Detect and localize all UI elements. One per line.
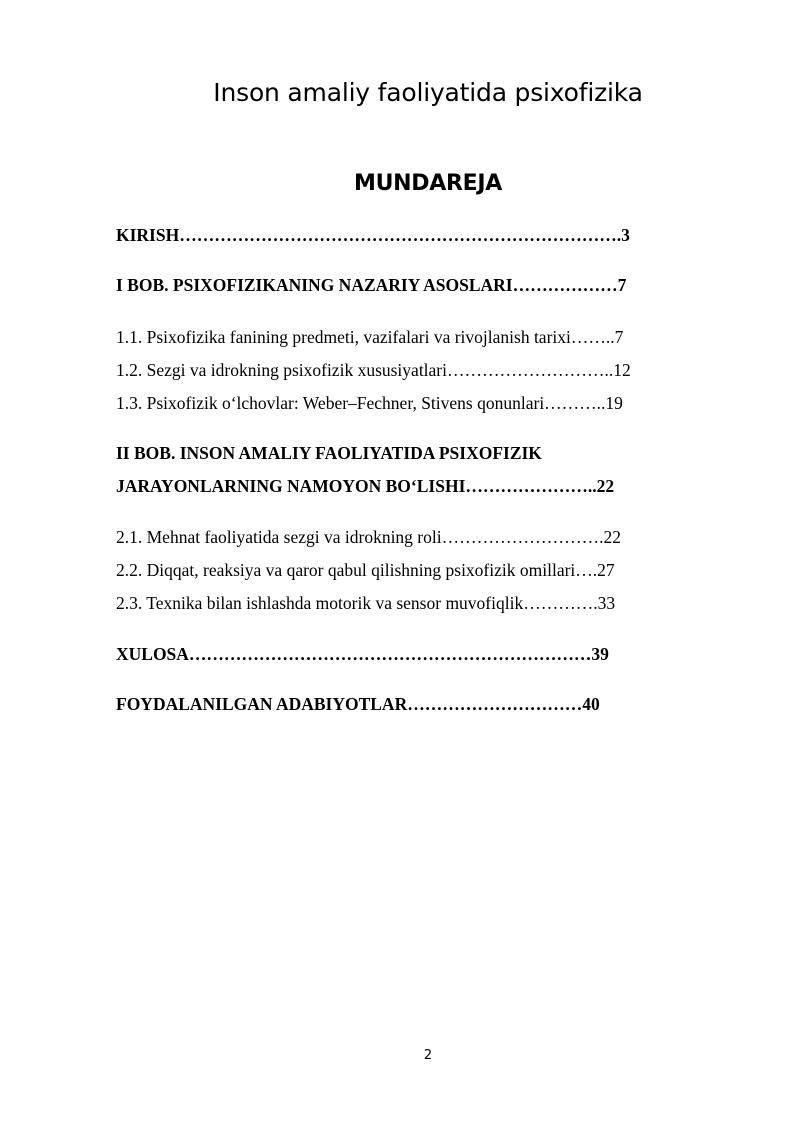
toc-entry-section-2-1: 2.1. Mehnat faoliyatida sezgi va idrokning roli……………………….22 [116, 527, 621, 547]
toc-entry-chapter-2-line-1: II BOB. INSON AMALIY FAOLIYATIDA PSIXOFIZIK [116, 443, 542, 463]
toc-entry-conclusion: XULOSA……………………………………………………………39 [116, 644, 609, 664]
toc-entry-chapter-2-line-2: JARAYONLARNING NAMOYON BO‘LISHI…………………..22 [116, 476, 615, 496]
toc-heading: MUNDAREJA [354, 171, 502, 196]
page-number: 2 [423, 1048, 433, 1063]
toc-entry-section-2-3: 2.3. Texnika bilan ishlashda motorik va sensor muvofiqlik………….33 [116, 593, 616, 613]
toc-entry-section-1-2: 1.2. Sezgi va idrokning psixofizik xususiyatlari………………………..12 [116, 360, 631, 380]
document-title: Inson amaliy faoliyatida psixofizika [213, 78, 643, 107]
toc-entry-section-1-3: 1.3. Psixofizik o‘lchovlar: Weber–Fechner, Stivens qonunlari………..19 [116, 393, 623, 413]
toc-entry-section-2-2: 2.2. Diqqat, reaksiya va qaror qabul qilishning psixofizik omillari….27 [116, 560, 615, 580]
toc-entry-references: FOYDALANILGAN ADABIYOTLAR…………………………40 [116, 694, 600, 714]
toc-entry-intro: KIRISH………………………………………………………………….3 [116, 225, 630, 245]
toc-entry-section-1-1: 1.1. Psixofizika fanining predmeti, vazifalari va rivojlanish tarixi……..7 [116, 327, 624, 347]
toc-entry-chapter-1: I BOB. PSIXOFIZIKANING NAZARIY ASOSLARI………………7 [116, 275, 627, 295]
